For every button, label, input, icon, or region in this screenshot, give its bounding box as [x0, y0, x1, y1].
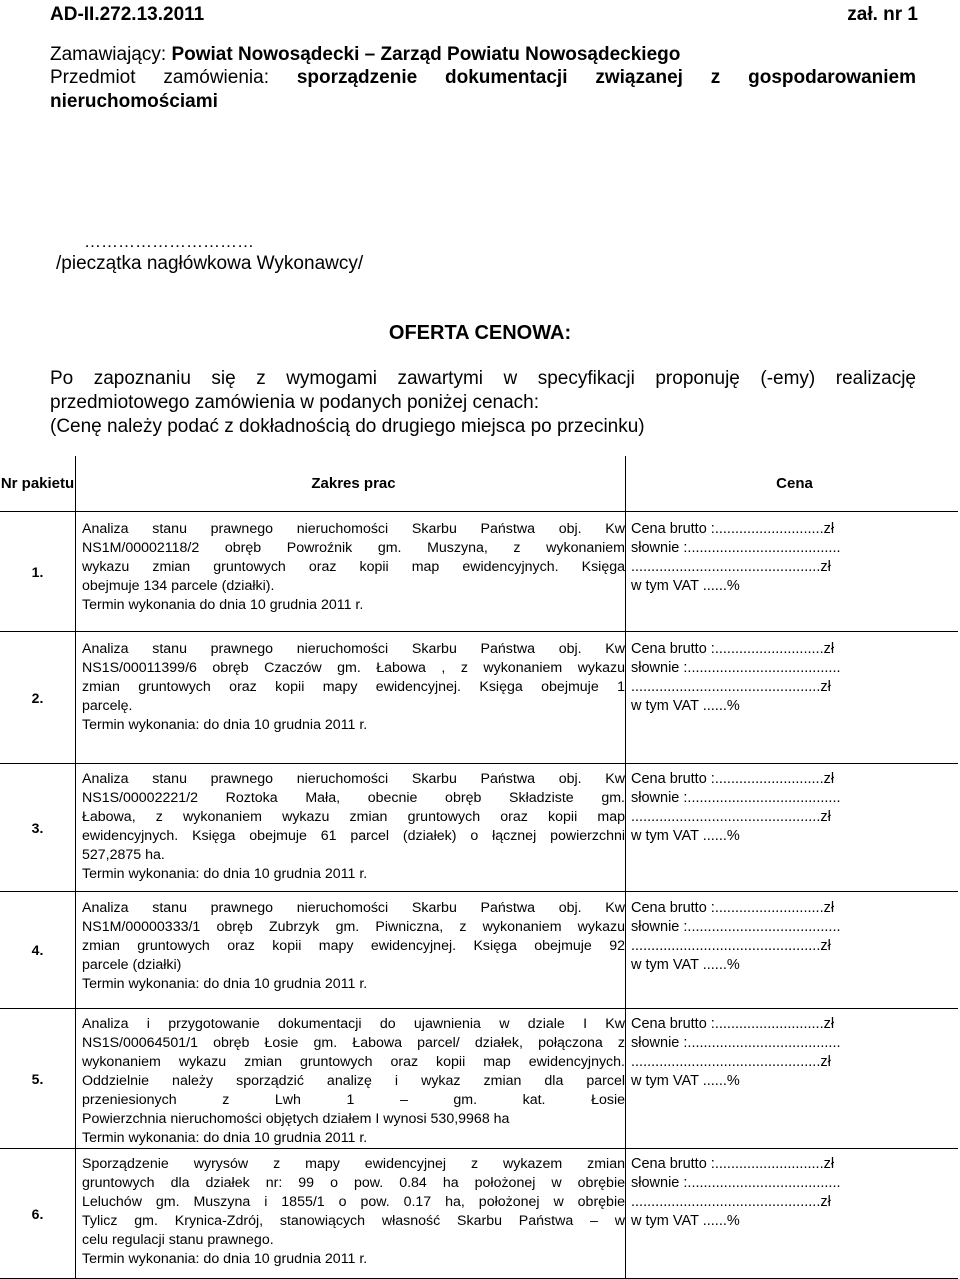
scope-line: obejmuje 134 parcele (działki).: [82, 578, 275, 594]
scope-line: NS1S/00011399/6 obręb Czaczów gm. Łabowa , z wykonaniem wykazu: [82, 660, 625, 676]
scope-line: Oddzielnie należy sporządzić analizę i wykaz zmian dla parcel: [82, 1073, 625, 1089]
table-row: [0, 764, 958, 892]
price-words-cont-field[interactable]: ...............................................zł: [631, 938, 831, 954]
subject-label: Przedmiot zamówienia:: [50, 67, 269, 88]
deadline-text: Termin wykonania: do dnia 10 grudnia 2011 r.: [82, 976, 368, 992]
scope-line: zmian gruntowych oraz kopii mapy ewidencyjnej. Księga obejmuje 92: [82, 938, 625, 954]
price-words-field[interactable]: słownie :......................................: [631, 919, 841, 935]
price-cell: [626, 632, 959, 764]
subject-value-continued: nieruchomościami: [50, 91, 218, 112]
scope-line: 527,2875 ha.: [82, 847, 165, 863]
scope-line: Analiza stanu prawnego nieruchomości Skarbu Państwa obj. Kw: [82, 641, 625, 657]
scope-line: NS1S/00002221/2 Roztoka Mała, obecnie obręb Składziste gm.: [82, 790, 625, 806]
scope-line: Łabowa, z wykonaniem wykazu zmian gruntowych oraz kopii map: [82, 809, 625, 825]
scope-line: parcele (działki): [82, 957, 182, 973]
price-vat-field[interactable]: w tym VAT ......%: [631, 1073, 740, 1089]
price-vat-field[interactable]: w tym VAT ......%: [631, 1213, 740, 1229]
price-words-field[interactable]: słownie :......................................: [631, 660, 841, 676]
price-cell: [626, 512, 959, 632]
attachment-label: zał. nr 1: [847, 4, 918, 25]
scope-line: ewidencyjnych. Księga obejmuje 61 parcel (działek) o łącznej powierzchni: [82, 828, 625, 844]
scope-line: Leluchów gm. Muszyna i 1855/1 o pow. 0.17 ha, położonej w obrębie: [82, 1194, 625, 1210]
price-cell: [626, 892, 959, 1009]
scope-line: Analiza i przygotowanie dokumentacji do ujawnienia w dziale I Kw: [82, 1016, 625, 1032]
scope-description: [76, 892, 626, 1009]
table-row: [0, 892, 958, 1009]
scope-line: celu regulacji stanu prawnego.: [82, 1232, 274, 1248]
scope-line: Sporządzenie wyrysów z mapy ewidencyjnej z wykazem zmian: [82, 1156, 625, 1172]
scope-line: Analiza stanu prawnego nieruchomości Skarbu Państwa obj. Kw: [82, 900, 625, 916]
package-number: 5.: [0, 1009, 76, 1149]
price-words-cont-field[interactable]: ...............................................zł: [631, 679, 831, 695]
price-gross-field[interactable]: Cena brutto :...........................zł: [631, 1016, 835, 1032]
price-words-field[interactable]: słownie :......................................: [631, 790, 841, 806]
scope-line: wykazu zmian gruntowych oraz kopii map ewidencyjnych. Księga: [82, 559, 625, 575]
table-header-row: [0, 456, 958, 512]
deadline-text: Termin wykonania: do dnia 10 grudnia 2011 r.: [82, 1251, 368, 1267]
price-gross-field[interactable]: Cena brutto :...........................zł: [631, 771, 835, 787]
price-gross-field[interactable]: Cena brutto :...........................zł: [631, 1156, 835, 1172]
price-vat-field[interactable]: w tym VAT ......%: [631, 957, 740, 973]
price-words-cont-field[interactable]: ...............................................zł: [631, 1054, 831, 1070]
scope-description: [76, 1009, 626, 1149]
package-number: 3.: [0, 764, 76, 892]
scope-line: NS1M/00002118/2 obręb Powroźnik gm. Muszyna, z wykonaniem: [82, 540, 625, 556]
table-row: [0, 632, 958, 764]
package-number: 4.: [0, 892, 76, 1009]
scope-line: Analiza stanu prawnego nieruchomości Skarbu Państwa obj. Kw: [82, 521, 625, 537]
table-body: [0, 512, 958, 1279]
price-gross-field[interactable]: Cena brutto :...........................zł: [631, 900, 835, 916]
scope-line: NS1S/00064501/1 obręb Łosie gm. Łabowa parcel/ działek, połączona z: [82, 1035, 625, 1051]
price-words-field[interactable]: słownie :......................................: [631, 1175, 841, 1191]
document-number: AD-II.272.13.2011: [50, 4, 205, 25]
price-words-cont-field[interactable]: ...............................................zł: [631, 1194, 831, 1210]
deadline-text: Termin wykonania do dnia 10 grudnia 2011 r.: [82, 597, 364, 613]
package-number: 2.: [0, 632, 76, 764]
header-zakres-prac: Zakres prac: [76, 456, 626, 512]
scope-line: Powierzchnia nieruchomości objętych działem I wynosi 530,9968 ha: [82, 1111, 510, 1127]
header-cena: Cena: [626, 456, 959, 512]
table-row: [0, 1009, 958, 1149]
package-number: 6.: [0, 1149, 76, 1279]
price-words-field[interactable]: słownie :......................................: [631, 540, 841, 556]
price-gross-field[interactable]: Cena brutto :...........................zł: [631, 521, 835, 537]
orderer-line: [50, 44, 680, 66]
table-row: [0, 512, 958, 632]
intro-line-3: (Cenę należy podać z dokładnością do drugiego miejsca po przecinku): [50, 416, 645, 437]
scope-line: wykonaniem wykazu zmian gruntowych oraz kopii map ewidencyjnych.: [82, 1054, 625, 1070]
scope-description: [76, 512, 626, 632]
scope-description: [76, 1149, 626, 1279]
price-words-field[interactable]: słownie :......................................: [631, 1035, 841, 1051]
price-cell: [626, 1009, 959, 1149]
price-gross-field[interactable]: Cena brutto :...........................zł: [631, 641, 835, 657]
scope-line: parcelę.: [82, 698, 133, 714]
offer-table: [0, 456, 958, 1279]
price-words-cont-field[interactable]: ...............................................zł: [631, 559, 831, 575]
intro-line-2: przedmiotowego zamówienia w podanych poniżej cenach:: [50, 392, 540, 413]
table-row: [0, 1149, 958, 1279]
scope-line: zmian gruntowych oraz kopii mapy ewidencyjnej. Księga obejmuje 1: [82, 679, 625, 695]
subject-line: [50, 67, 916, 89]
offer-title: OFERTA CENOWA:: [388, 322, 572, 344]
package-number: 1.: [0, 512, 76, 632]
subject-value: sporządzenie dokumentacji związanej z gospodarowaniem: [296, 67, 916, 88]
scope-line: Analiza stanu prawnego nieruchomości Skarbu Państwa obj. Kw: [82, 771, 625, 787]
price-cell: [626, 1149, 959, 1279]
scope-line: przeniesionych z Lwh 1 – gm. kat. Łosie: [82, 1092, 625, 1108]
scope-description: [76, 632, 626, 764]
orderer-value: Powiat Nowosądecki – Zarząd Powiatu Nowosądeckiego: [171, 44, 681, 65]
price-vat-field[interactable]: w tym VAT ......%: [631, 578, 740, 594]
deadline-text: Termin wykonania: do dnia 10 grudnia 2011 r.: [82, 717, 368, 733]
price-vat-field[interactable]: w tym VAT ......%: [631, 698, 740, 714]
price-vat-field[interactable]: w tym VAT ......%: [631, 828, 740, 844]
scope-description: [76, 764, 626, 892]
scope-line: Tylicz gm. Krynica-Zdrój, stanowiących własność Skarbu Państwa – w: [82, 1213, 625, 1229]
price-cell: [626, 764, 959, 892]
deadline-text: Termin wykonania: do dnia 10 grudnia 2011 r.: [82, 1130, 368, 1146]
intro-line-1: Po zapoznaniu się z wymogami zawartymi w specyfikacji proponuję (-emy) realizację: [50, 368, 916, 389]
stamp-dotted-line: …………………………: [84, 232, 254, 251]
orderer-label: Zamawiający:: [50, 44, 167, 65]
deadline-text: Termin wykonania: do dnia 10 grudnia 2011 r.: [82, 866, 368, 882]
header-nr-pakietu: Nr pakietu: [0, 456, 76, 512]
stamp-label: /pieczątka nagłówkowa Wykonawcy/: [56, 253, 364, 274]
price-words-cont-field[interactable]: ...............................................zł: [631, 809, 831, 825]
scope-line: NS1M/00000333/1 obręb Zubrzyk gm. Piwniczna, z wykonaniem wykazu: [82, 919, 625, 935]
scope-line: gruntowych dla działek nr: 99 o pow. 0.84 ha położonej w obrębie: [82, 1175, 625, 1191]
